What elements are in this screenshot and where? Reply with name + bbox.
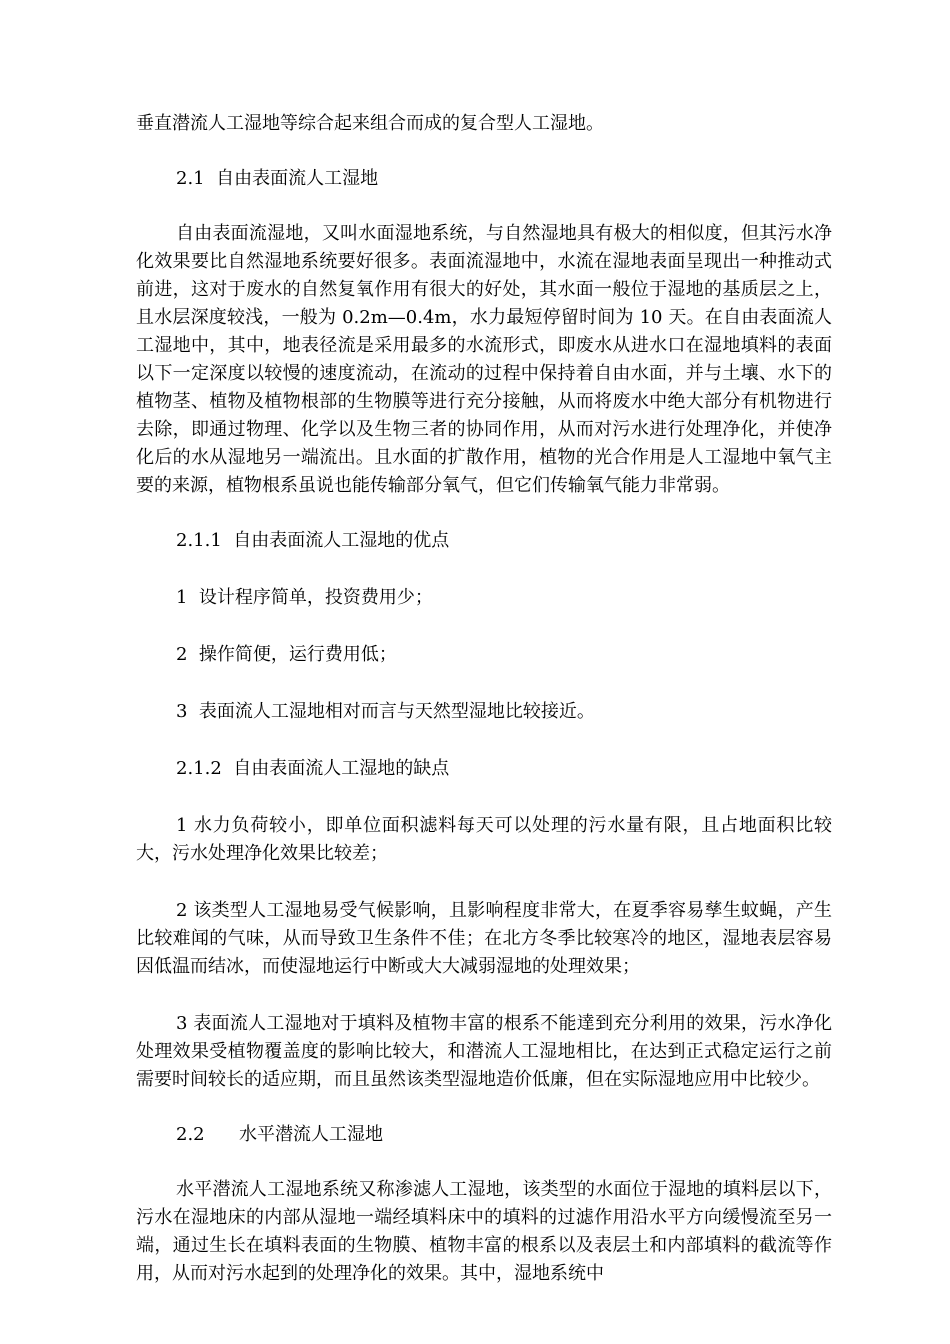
section-heading-2-2: 2.2 水平潜流人工湿地 bbox=[176, 1124, 383, 1145]
section-heading-2-1-1: 2.1.1 自由表面流人工湿地的优点 bbox=[176, 530, 450, 551]
disadvantage-item-2: 2 该类型人工湿地易受气候影响，且影响程度非常大，在夏季容易孳生蚊蝇，产生比较难闻的气味，从而导致卫生条件不佳；在北方冬季比较寒冷的地区，湿地表层容易因低温而结冰，而使湿地运行中断或大大减弱湿地的处理效果； bbox=[136, 900, 832, 977]
advantage-item-3: 3 表面流人工湿地相对而言与天然型湿地比较接近。 bbox=[176, 701, 595, 722]
section-heading-2-1-2: 2.1.2 自由表面流人工湿地的缺点 bbox=[176, 758, 450, 779]
advantage-item-1: 1 设计程序简单，投资费用少； bbox=[176, 587, 433, 608]
disadvantage-item-3: 3 表面流人工湿地对于填料及植物丰富的根系不能達到充分利用的效果，污水净化处理效果受植物覆盖度的影响比较大，和潜流人工湿地相比，在达到正式稳定运行之前需要时间较长的适应期，而且虽然该类型湿地造价低廉，但在实际湿地应用中比较少。 bbox=[136, 1013, 832, 1090]
section-heading-2-1: 2.1 自由表面流人工湿地 bbox=[176, 168, 379, 189]
paragraph-free-surface-flow: 自由表面流湿地，又叫水面湿地系统，与自然湿地具有极大的相似度，但其污水净化效果要比自然湿地系统要好很多。表面流湿地中，水流在湿地表面呈现出一种推动式前进，这对于废水的自然复氧作用有很大的好处，其水面一般位于湿地的基质层之上，且水层深度较浅，一般为 0.2m—0.4m，水力最短停留时间为 10 天。在自由表面流人工湿地中，其中，地表径流是采用最多的水流形式，即废水从进水口在湿地填料的表面以下一定深度以较慢的速度流动，在流动的过程中保持着自由水面，并与土壤、水下的植物茎、植物及植物根部的生物膜等进行充分接触，从而将废水中绝大部分有机物进行去除，即通过物理、化学以及生物三者的协同作用，从而对污水进行处理净化，并使净化后的水从湿地另一端流出。且水面的扩散作用，植物的光合作用是人工湿地中氧气主要的来源，植物根系虽说也能传输部分氧气，但它们传输氧气能力非常弱。 bbox=[136, 223, 832, 496]
disadvantage-item-1: 1 水力负荷较小，即单位面积滤料每天可以处理的污水量有限，且占地面积比较大，污水处理净化效果比较差； bbox=[136, 815, 832, 864]
paragraph-continued: 垂直潜流人工湿地等综合起来组合而成的复合型人工湿地。 bbox=[136, 113, 604, 134]
paragraph-horizontal-subsurface-flow: 水平潜流人工湿地系统又称渗滤人工湿地，该类型的水面位于湿地的填料层以下，污水在湿地床的内部从湿地一端经填料床中的填料的过滤作用沿水平方向缓慢流至另一端，通过生长在填料表面的生物膜、植物丰富的根系以及表层土和内部填料的截流等作用，从而对污水起到的处理净化的效果。其中，湿地系统中 bbox=[136, 1179, 832, 1284]
advantage-item-2: 2 操作简便，运行费用低； bbox=[176, 644, 397, 665]
